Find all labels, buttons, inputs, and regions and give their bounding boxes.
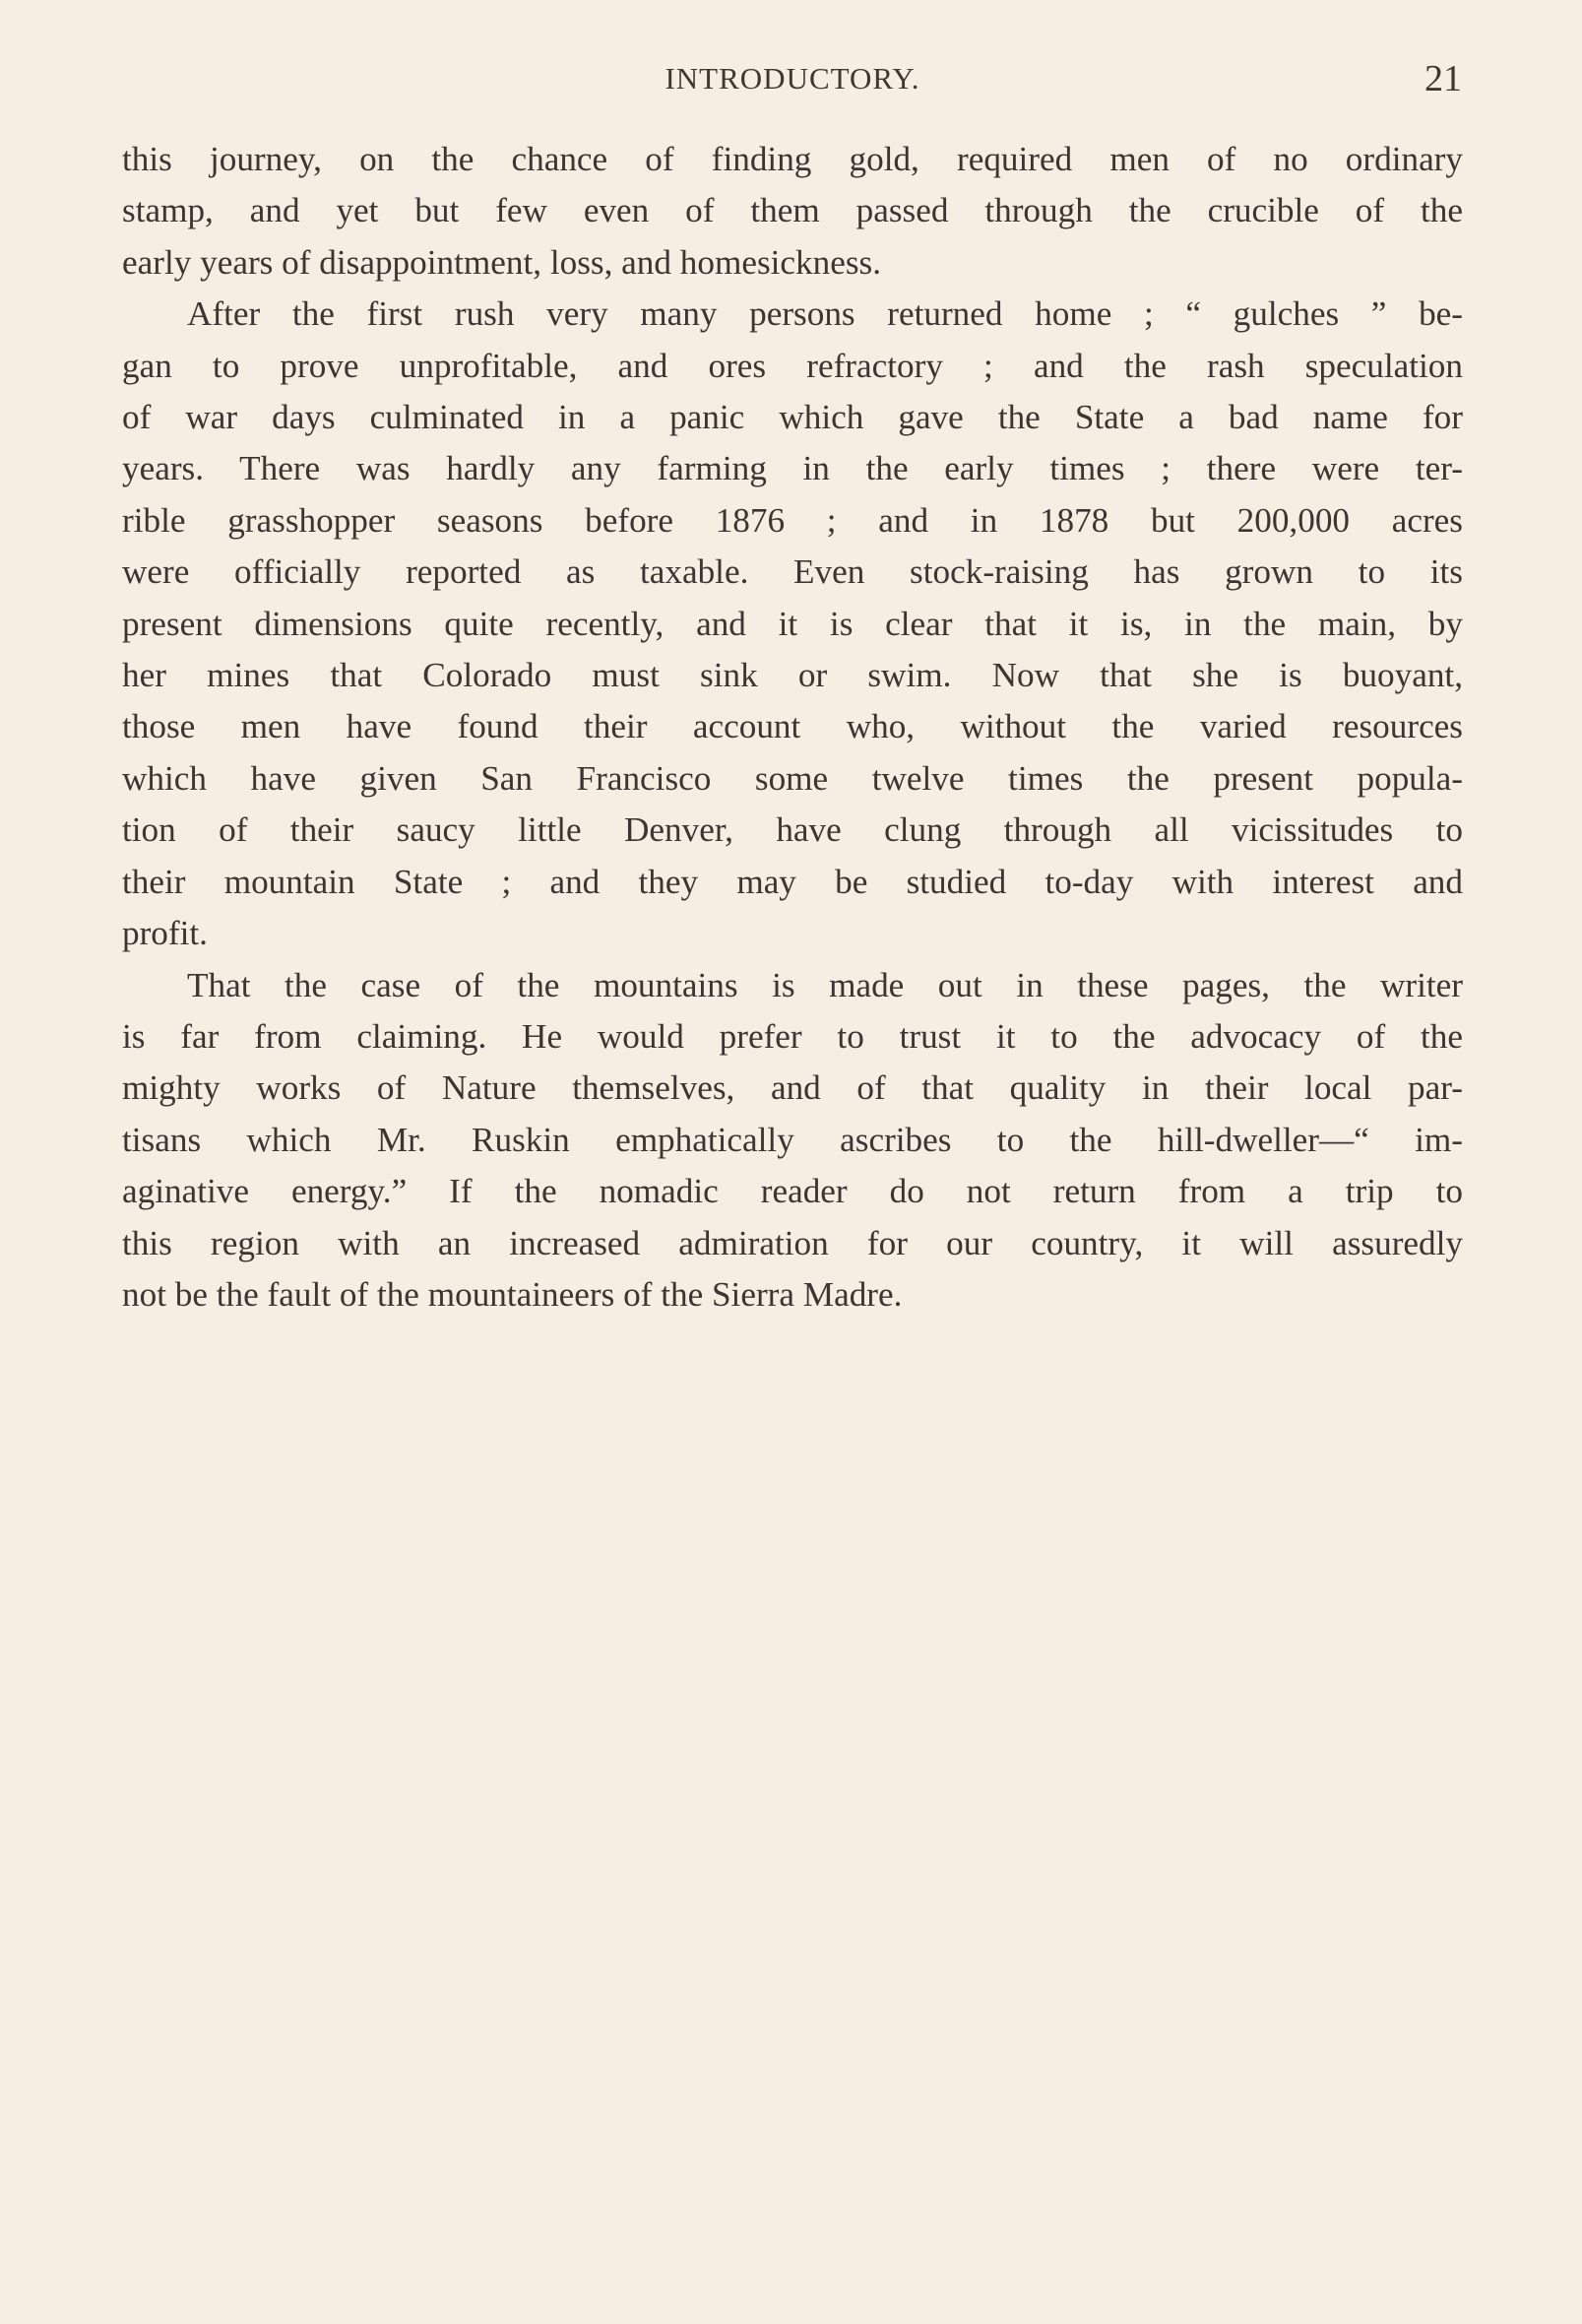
text-line: years. There was hardly any farming in the early times ; there were ter- bbox=[122, 449, 1463, 488]
running-head bbox=[123, 57, 1462, 100]
text-line: not be the fault of the mountaineers of the Sierra Madre. bbox=[122, 1274, 903, 1314]
text-line: their mountain State ; and they may be studied to-day with interest and bbox=[122, 862, 1463, 901]
text-line: of war days culminated in a panic which gave the State a bad name for bbox=[122, 398, 1463, 437]
text-line: That the case of the mountains is made out in these pages, the writer bbox=[187, 965, 1463, 1004]
text-line: early years of disappointment, loss, and homesickness. bbox=[122, 242, 882, 282]
text-line: which have given San Francisco some twelve times the present popula- bbox=[122, 758, 1463, 798]
body-text bbox=[122, 134, 1463, 1321]
text-line: this journey, on the chance of finding gold, required men of no ordinary bbox=[122, 140, 1463, 178]
paragraph bbox=[122, 960, 1463, 1322]
paragraph bbox=[122, 134, 1463, 289]
text-line: were officially reported as taxable. Even stock-raising has grown to its bbox=[122, 552, 1463, 592]
text-line: present dimensions quite recently, and it is clear that it is, in the main, by bbox=[122, 604, 1463, 643]
text-line: tisans which Mr. Ruskin emphatically ascribes to the hill-dweller—“ im- bbox=[122, 1120, 1463, 1159]
running-title: INTRODUCTORY. bbox=[664, 61, 920, 96]
text-line: mighty works of Nature themselves, and of that quality in their local par- bbox=[122, 1068, 1463, 1108]
text-line: stamp, and yet but few even of them passed through the crucible of the bbox=[122, 191, 1463, 230]
text-line: her mines that Colorado must sink or swim. Now that she is buoyant, bbox=[122, 656, 1463, 695]
text-line: is far from claiming. He would prefer to trust it to the advocacy of the bbox=[122, 1016, 1463, 1056]
text-line: gan to prove unprofitable, and ores refractory ; and the rash speculation bbox=[122, 346, 1463, 385]
text-line: those men have found their account who, without the varied resources bbox=[122, 707, 1463, 746]
text-line: aginative energy.” If the nomadic reader do not return from a trip to bbox=[122, 1172, 1463, 1211]
text-line: this region with an increased admiration for our country, it will assuredly bbox=[122, 1223, 1463, 1262]
text-line: rible grasshopper seasons before 1876 ; and in 1878 but 200,000 acres bbox=[122, 500, 1463, 540]
text-line: tion of their saucy little Denver, have clung through all vicissitudes to bbox=[122, 810, 1463, 850]
paragraph bbox=[122, 289, 1463, 959]
page-number: 21 bbox=[1424, 58, 1462, 99]
text-line: After the first rush very many persons returned home ; “ gulches ” be- bbox=[187, 294, 1463, 334]
text-line: profit. bbox=[122, 914, 208, 953]
